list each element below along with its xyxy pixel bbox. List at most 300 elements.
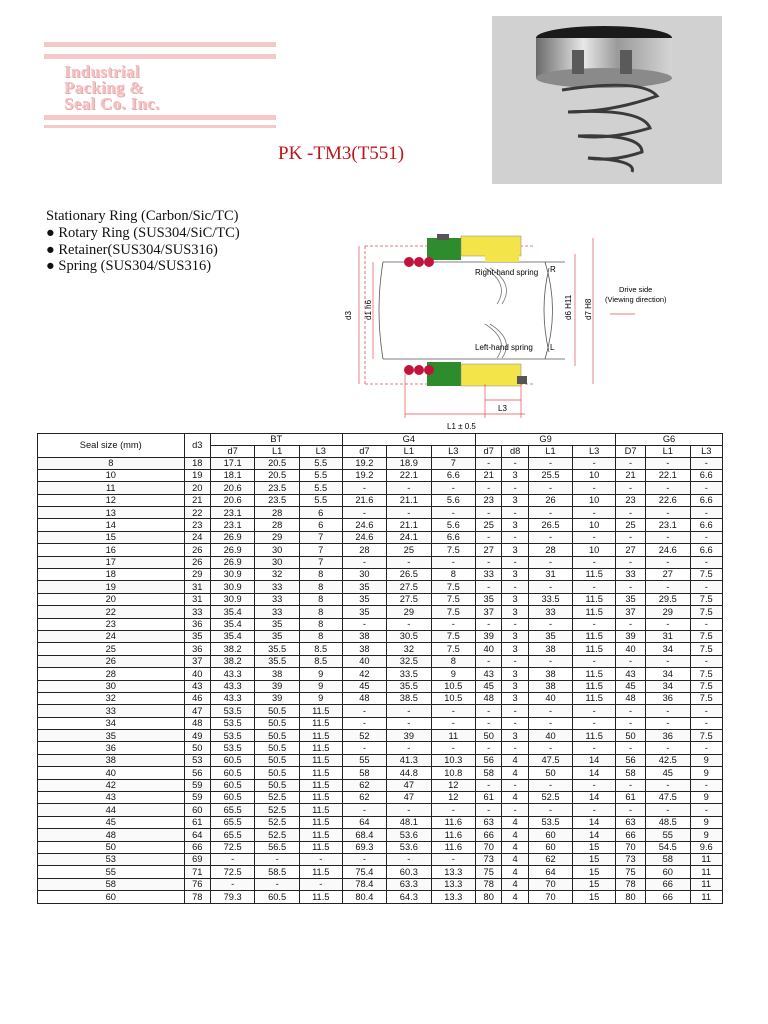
table-cell: -: [573, 655, 616, 667]
table-cell: 25: [38, 643, 185, 655]
table-cell: -: [431, 804, 475, 816]
col-header: L3: [299, 445, 342, 457]
table-cell: 11: [38, 482, 185, 494]
table-cell: 7.5: [431, 581, 475, 593]
table-cell: 66: [646, 891, 690, 903]
table-cell: 65.5: [210, 804, 254, 816]
table-cell: 80.4: [342, 891, 386, 903]
table-cell: -: [476, 581, 502, 593]
table-cell: 48.1: [387, 816, 431, 828]
table-cell: 11.6: [431, 816, 475, 828]
table-cell: -: [616, 581, 646, 593]
table-cell: 7: [299, 544, 342, 556]
table-cell: 70: [528, 891, 572, 903]
group-header-g6: G6: [616, 434, 723, 446]
table-cell: 11.5: [299, 754, 342, 766]
table-cell: 11.5: [299, 841, 342, 853]
table-row: [38, 866, 723, 878]
table-cell: -: [476, 717, 502, 729]
table-cell: 23.5: [255, 482, 299, 494]
table-cell: 20.5: [255, 469, 299, 481]
table-cell: 40: [476, 643, 502, 655]
table-cell: 34: [646, 643, 690, 655]
table-row: [38, 891, 723, 903]
col-header: L1: [387, 445, 431, 457]
table-cell: 23.1: [646, 519, 690, 531]
table-cell: 11: [690, 891, 722, 903]
table-cell: 69: [184, 854, 210, 866]
table-cell: -: [573, 457, 616, 469]
table-cell: 64: [184, 829, 210, 841]
table-cell: -: [387, 742, 431, 754]
table-cell: 30.9: [210, 569, 254, 581]
table-cell: -: [646, 507, 690, 519]
table-cell: -: [502, 457, 528, 469]
table-cell: -: [690, 717, 722, 729]
table-cell: 19.2: [342, 457, 386, 469]
table-cell: 15: [573, 841, 616, 853]
table-cell: 9: [299, 692, 342, 704]
viewing-direction-label: (Viewing direction): [605, 295, 667, 304]
table-cell: 11: [690, 854, 722, 866]
table-cell: 35: [255, 618, 299, 630]
table-cell: 50.5: [255, 717, 299, 729]
col-header: d7: [342, 445, 386, 457]
table-cell: 27: [646, 569, 690, 581]
table-row: [38, 618, 723, 630]
table-cell: 3: [502, 469, 528, 481]
table-cell: 3: [502, 544, 528, 556]
table-cell: 60.3: [387, 866, 431, 878]
table-cell: -: [387, 705, 431, 717]
table-cell: 16: [38, 544, 185, 556]
table-cell: 6: [299, 519, 342, 531]
table-cell: 78: [616, 878, 646, 890]
table-cell: 7.5: [690, 593, 722, 605]
table-cell: 10: [573, 494, 616, 506]
table-cell: 8.5: [299, 643, 342, 655]
table-cell: 52.5: [255, 804, 299, 816]
table-cell: -: [476, 507, 502, 519]
table-cell: -: [616, 779, 646, 791]
table-cell: 61: [184, 816, 210, 828]
table-cell: -: [502, 655, 528, 667]
table-cell: -: [502, 581, 528, 593]
table-cell: 6.6: [431, 531, 475, 543]
table-cell: 7.5: [690, 680, 722, 692]
table-cell: 11.5: [299, 717, 342, 729]
table-cell: -: [502, 705, 528, 717]
table-cell: 43: [476, 668, 502, 680]
table-cell: 60: [528, 829, 572, 841]
table-cell: 65.5: [210, 816, 254, 828]
table-cell: 60: [184, 804, 210, 816]
table-row: [38, 630, 723, 642]
table-cell: 58.5: [255, 866, 299, 878]
table-cell: 15: [573, 878, 616, 890]
table-cell: 53.5: [210, 717, 254, 729]
table-cell: 24: [184, 531, 210, 543]
table-cell: -: [528, 804, 572, 816]
table-cell: -: [616, 531, 646, 543]
table-cell: 58: [342, 767, 386, 779]
d3-dimension-label: d3: [344, 311, 353, 320]
table-cell: 66: [476, 829, 502, 841]
table-cell: 32: [255, 569, 299, 581]
table-row: [38, 655, 723, 667]
table-cell: 3: [502, 692, 528, 704]
table-cell: 9: [690, 816, 722, 828]
table-cell: 69.3: [342, 841, 386, 853]
table-cell: 43: [616, 668, 646, 680]
table-cell: 75: [616, 866, 646, 878]
table-cell: -: [528, 581, 572, 593]
table-cell: -: [646, 705, 690, 717]
table-cell: 23.5: [255, 494, 299, 506]
table-cell: 78: [184, 891, 210, 903]
table-cell: 19: [184, 469, 210, 481]
table-cell: -: [502, 531, 528, 543]
table-cell: 33: [184, 606, 210, 618]
table-cell: 40: [38, 767, 185, 779]
table-cell: 50.5: [255, 705, 299, 717]
table-cell: 10.5: [431, 692, 475, 704]
table-cell: 72.5: [210, 841, 254, 853]
table-cell: 11.6: [431, 829, 475, 841]
table-cell: 66: [646, 878, 690, 890]
table-cell: 25: [387, 544, 431, 556]
table-cell: 10.8: [431, 767, 475, 779]
table-cell: 58: [38, 878, 185, 890]
table-cell: 44: [38, 804, 185, 816]
table-row: [38, 482, 723, 494]
table-cell: 14: [573, 816, 616, 828]
table-cell: 6.6: [690, 469, 722, 481]
table-cell: 29: [387, 606, 431, 618]
table-cell: 48: [476, 692, 502, 704]
table-cell: 5.5: [299, 457, 342, 469]
table-cell: 43.3: [210, 692, 254, 704]
table-cell: 36: [184, 618, 210, 630]
table-cell: 78.4: [342, 878, 386, 890]
table-cell: 11.5: [299, 730, 342, 742]
table-row: [38, 816, 723, 828]
table-cell: 11.5: [299, 792, 342, 804]
table-cell: 31: [528, 569, 572, 581]
table-cell: 47.5: [528, 754, 572, 766]
table-cell: 7: [431, 457, 475, 469]
table-cell: 24.6: [342, 531, 386, 543]
table-cell: -: [616, 556, 646, 568]
table-cell: 50.5: [255, 730, 299, 742]
table-cell: 24: [38, 630, 185, 642]
group-header-g9: G9: [476, 434, 616, 446]
table-cell: -: [528, 482, 572, 494]
table-cell: 11.5: [299, 804, 342, 816]
table-cell: 7.5: [690, 730, 722, 742]
table-cell: -: [502, 618, 528, 630]
table-cell: 35: [342, 593, 386, 605]
table-cell: 39: [255, 680, 299, 692]
table-cell: -: [342, 507, 386, 519]
table-cell: -: [690, 556, 722, 568]
table-cell: 4: [502, 767, 528, 779]
table-cell: 24.6: [342, 519, 386, 531]
table-cell: 30: [255, 556, 299, 568]
table-cell: -: [431, 717, 475, 729]
table-cell: -: [616, 742, 646, 754]
table-cell: 15: [573, 854, 616, 866]
table-cell: 28: [38, 668, 185, 680]
table-cell: 23.1: [210, 519, 254, 531]
table-cell: -: [646, 804, 690, 816]
table-cell: 8: [431, 655, 475, 667]
table-cell: 4: [502, 854, 528, 866]
table-cell: 58: [476, 767, 502, 779]
table-cell: 11.5: [573, 643, 616, 655]
table-cell: 53.5: [210, 730, 254, 742]
table-cell: 3: [502, 593, 528, 605]
table-row: [38, 692, 723, 704]
group-header-bt: BT: [210, 434, 342, 446]
table-cell: 50.5: [255, 742, 299, 754]
table-cell: -: [299, 854, 342, 866]
table-cell: -: [431, 618, 475, 630]
table-cell: 17.1: [210, 457, 254, 469]
table-row: [38, 531, 723, 543]
table-cell: 4: [502, 878, 528, 890]
col-header: L3: [431, 445, 475, 457]
table-cell: -: [573, 556, 616, 568]
table-cell: 63.3: [387, 878, 431, 890]
table-cell: -: [342, 556, 386, 568]
table-cell: 53.6: [387, 829, 431, 841]
table-cell: 35: [476, 593, 502, 605]
table-cell: -: [387, 618, 431, 630]
table-cell: 11.5: [299, 816, 342, 828]
table-cell: -: [431, 482, 475, 494]
product-title: PK -TM3(T551): [278, 143, 405, 164]
table-cell: 35: [342, 606, 386, 618]
table-cell: 9.6: [690, 841, 722, 853]
table-cell: 47: [387, 779, 431, 791]
table-cell: 13: [38, 507, 185, 519]
table-cell: 60.5: [210, 767, 254, 779]
table-cell: 29.5: [646, 593, 690, 605]
table-cell: 72.5: [210, 866, 254, 878]
table-cell: 26: [184, 544, 210, 556]
table-cell: 27: [476, 544, 502, 556]
table-cell: 8: [299, 569, 342, 581]
product-photo: [492, 16, 722, 184]
table-cell: 31: [184, 593, 210, 605]
table-cell: 48: [342, 692, 386, 704]
table-cell: 15: [573, 866, 616, 878]
table-cell: 6.6: [690, 494, 722, 506]
table-cell: 11: [690, 878, 722, 890]
table-cell: 47: [387, 792, 431, 804]
table-cell: 46: [184, 692, 210, 704]
table-cell: -: [502, 507, 528, 519]
material-specs: [46, 208, 240, 275]
table-row: [38, 829, 723, 841]
table-cell: 71: [184, 866, 210, 878]
table-cell: 26: [528, 494, 572, 506]
table-cell: -: [387, 507, 431, 519]
table-cell: 44.8: [387, 767, 431, 779]
table-cell: 70: [528, 878, 572, 890]
table-cell: 10: [573, 469, 616, 481]
table-row: [38, 593, 723, 605]
table-row: [38, 507, 723, 519]
table-cell: 80: [616, 891, 646, 903]
table-cell: 30.9: [210, 593, 254, 605]
table-cell: -: [690, 531, 722, 543]
spec-line: Stationary Ring (Carbon/Sic/TC): [46, 208, 239, 224]
table-cell: 26.5: [387, 569, 431, 581]
table-cell: -: [342, 482, 386, 494]
table-cell: 45: [38, 816, 185, 828]
table-cell: 29: [255, 531, 299, 543]
table-row: [38, 581, 723, 593]
table-cell: 5.5: [299, 469, 342, 481]
table-cell: 38: [528, 643, 572, 655]
table-cell: 64: [342, 816, 386, 828]
table-cell: 47: [184, 705, 210, 717]
table-cell: -: [210, 878, 254, 890]
table-cell: 38.2: [210, 655, 254, 667]
table-cell: 59: [184, 792, 210, 804]
table-cell: 43.3: [210, 668, 254, 680]
left-spring-label: Left-hand spring: [475, 343, 533, 352]
table-cell: 14: [573, 754, 616, 766]
table-cell: -: [528, 507, 572, 519]
table-row: [38, 457, 723, 469]
table-cell: -: [342, 854, 386, 866]
table-row: [38, 705, 723, 717]
table-cell: 11.5: [573, 593, 616, 605]
table-cell: -: [646, 581, 690, 593]
logo-text: Industrial Packing & Seal Co. Inc.: [64, 62, 160, 113]
table-cell: 25: [616, 519, 646, 531]
table-cell: 10.3: [431, 754, 475, 766]
table-cell: 11.5: [573, 606, 616, 618]
table-cell: 7.5: [690, 643, 722, 655]
table-cell: -: [528, 655, 572, 667]
table-cell: -: [690, 655, 722, 667]
table-cell: -: [476, 482, 502, 494]
table-cell: 6: [299, 507, 342, 519]
table-cell: -: [646, 742, 690, 754]
table-cell: -: [690, 742, 722, 754]
table-row: [38, 792, 723, 804]
table-cell: 39: [476, 630, 502, 642]
table-cell: 36: [646, 692, 690, 704]
table-cell: -: [476, 779, 502, 791]
table-cell: -: [387, 556, 431, 568]
table-cell: 21: [184, 494, 210, 506]
table-cell: 11.5: [573, 668, 616, 680]
table-cell: 8: [299, 581, 342, 593]
table-body: [38, 457, 723, 903]
table-cell: 47.5: [646, 792, 690, 804]
table-cell: 17: [38, 556, 185, 568]
table-cell: 11.5: [573, 730, 616, 742]
table-cell: 28: [342, 544, 386, 556]
table-cell: 28: [255, 507, 299, 519]
table-cell: 23: [38, 618, 185, 630]
table-cell: 4: [502, 754, 528, 766]
table-cell: 5.6: [431, 519, 475, 531]
table-cell: 70: [476, 841, 502, 853]
table-cell: 6.6: [431, 469, 475, 481]
table-cell: -: [690, 705, 722, 717]
table-cell: 64: [528, 866, 572, 878]
table-cell: 11: [690, 866, 722, 878]
table-cell: -: [646, 457, 690, 469]
table-cell: 45: [476, 680, 502, 692]
table-row: [38, 569, 723, 581]
table-row: [38, 469, 723, 481]
d7-dimension-label: d7 H8: [584, 298, 593, 320]
table-cell: -: [476, 618, 502, 630]
table-cell: 40: [616, 643, 646, 655]
table-row: [38, 556, 723, 568]
table-cell: 10: [38, 469, 185, 481]
table-cell: 37: [616, 606, 646, 618]
table-cell: 38: [342, 630, 386, 642]
table-cell: -: [616, 717, 646, 729]
table-cell: 35: [38, 730, 185, 742]
table-cell: 49: [184, 730, 210, 742]
table-cell: -: [690, 482, 722, 494]
table-cell: 9: [299, 680, 342, 692]
table-cell: -: [502, 779, 528, 791]
table-cell: 27.5: [387, 593, 431, 605]
table-cell: 9: [299, 668, 342, 680]
table-cell: 60.5: [210, 754, 254, 766]
table-cell: 60: [646, 866, 690, 878]
table-cell: 3: [502, 668, 528, 680]
table-cell: 45: [646, 767, 690, 779]
table-cell: 20.5: [255, 457, 299, 469]
table-row: [38, 854, 723, 866]
table-cell: 9: [690, 792, 722, 804]
table-cell: -: [431, 556, 475, 568]
table-cell: 23.1: [210, 507, 254, 519]
table-cell: 55: [646, 829, 690, 841]
table-cell: 42: [38, 779, 185, 791]
table-cell: -: [342, 742, 386, 754]
table-cell: 23: [184, 519, 210, 531]
table-cell: -: [690, 507, 722, 519]
spec-line: ● Rotary Ring (SUS304/SiC/TC): [46, 224, 240, 241]
table-cell: 48: [38, 829, 185, 841]
table-cell: 14: [573, 829, 616, 841]
table-cell: 48.5: [646, 816, 690, 828]
table-row: [38, 680, 723, 692]
table-cell: 7.5: [431, 593, 475, 605]
table-cell: 18.1: [210, 469, 254, 481]
table-cell: 3: [502, 680, 528, 692]
table-cell: 24.1: [387, 531, 431, 543]
table-cell: 15: [573, 891, 616, 903]
table-cell: -: [210, 854, 254, 866]
table-cell: 21: [476, 469, 502, 481]
table-cell: 10: [573, 519, 616, 531]
table-cell: 8: [299, 606, 342, 618]
table-cell: 35: [342, 581, 386, 593]
